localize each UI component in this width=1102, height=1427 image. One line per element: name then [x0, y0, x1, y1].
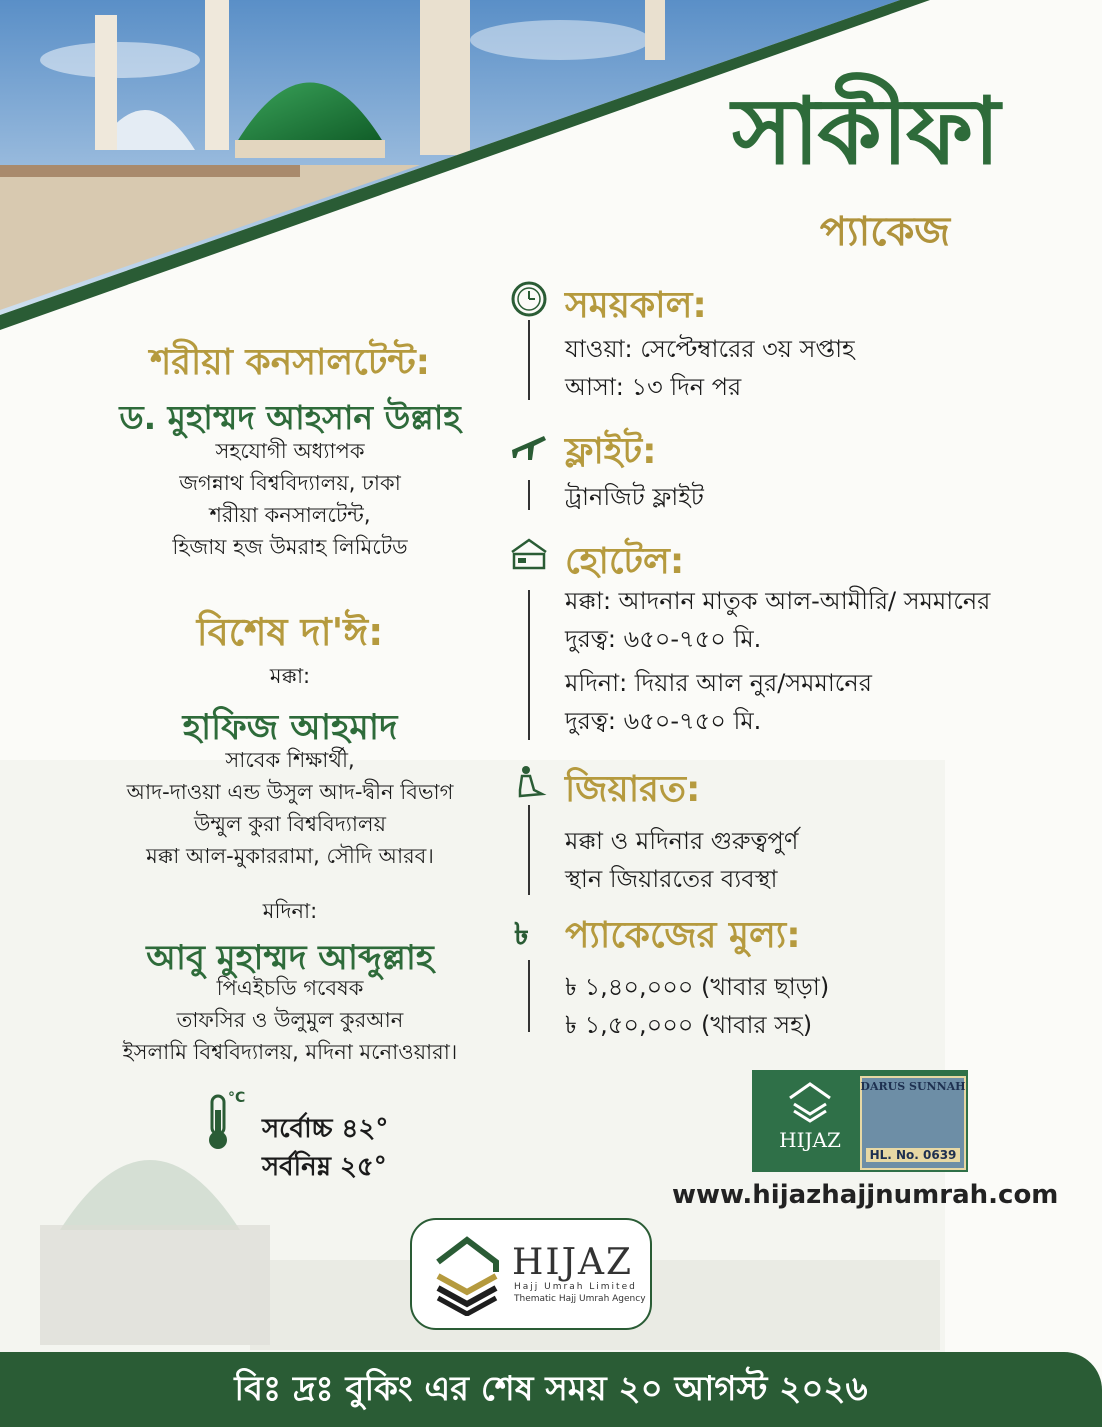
- clock-icon: [508, 278, 550, 320]
- flight-heading: ফ্লাইট:: [565, 431, 657, 472]
- makkah-line: সাবেক শিক্ষার্থী,: [225, 748, 355, 772]
- consultant-line: শরীয়া কনসালটেন্ট,: [209, 503, 371, 527]
- hotel-line: দুরত্ব: ৬৫০-৭৫০ মি.: [565, 625, 762, 653]
- makkah-line: আদ-দাওয়া এন্ড উসুল আদ-দ্বীন বিভাগ: [126, 780, 454, 804]
- temp-max: সর্বোচ্চ ৪২°: [262, 1114, 389, 1144]
- hotel-line: মক্কা: আদনান মাতুক আল-আমীরি/ সমমানের: [565, 587, 991, 615]
- price-line: ৳ ১,৫০,০০০ (খাবার সহ): [565, 1011, 813, 1039]
- hotel-heading: হোটেল:: [565, 541, 685, 582]
- celsius-unit: °C: [228, 1090, 246, 1106]
- hijaz-logo-icon: [430, 1232, 504, 1316]
- madinah-line: ইসলামি বিশ্ববিদ্যালয়, মদিনা মনোওয়ারা।: [122, 1040, 458, 1064]
- temp-min: সর্বনিম্ন ২৫°: [262, 1152, 387, 1182]
- hotel-line: দুরত্ব: ৬৫০-৭৫০ মি.: [565, 707, 762, 735]
- consultant-line: জগন্নাথ বিশ্ববিদ্যালয়, ঢাকা: [179, 471, 401, 495]
- special-dai-heading: বিশেষ দা'ঈ:: [196, 610, 384, 654]
- duration-line: যাওয়া: সেপ্টেম্বারের ৩য় সপ্তাহ: [565, 335, 855, 363]
- makkah-dai-name: হাফিজ আহমাদ: [182, 708, 398, 748]
- divider-line: [528, 480, 530, 510]
- divider-line: [528, 320, 530, 400]
- logo-line2: Thematic Hajj Umrah Agency: [514, 1294, 646, 1304]
- consultant-heading: শরীয়া কনসালটেন্ট:: [149, 342, 431, 383]
- consultant-line: হিজায হজ উমরাহ লিমিটেড: [172, 535, 408, 559]
- madinah-label: মদিনা:: [262, 899, 318, 923]
- logo-name: HIJAZ: [512, 1242, 634, 1283]
- hotel-bed-icon: [508, 534, 550, 576]
- madinah-line: তাফসির ও উলুমুল কুরআন: [176, 1008, 404, 1032]
- duration-heading: সময়কাল:: [565, 285, 707, 326]
- divider-line: [528, 805, 530, 895]
- hijaz-badge-logo-icon: [780, 1078, 840, 1124]
- badge-hijaz-text: HIJAZ: [779, 1128, 841, 1152]
- logo-line1: Hajj Umrah Limited: [514, 1282, 637, 1292]
- divider-line: [528, 590, 530, 740]
- package-title: সাকীফা: [731, 78, 999, 185]
- madinah-line: পিএইচডি গবেষক: [216, 976, 364, 1000]
- ziyarah-line: মক্কা ও মদিনার গুরুত্বপুর্ণ: [565, 827, 799, 855]
- website-link[interactable]: www.hijazhajjnumrah.com: [672, 1180, 1059, 1210]
- divider-line: [528, 960, 530, 1032]
- license-number: HL. No. 0639: [866, 1148, 960, 1162]
- madinah-dai-name: আবু মুহাম্মদ আব্দুল্লাহ: [146, 938, 434, 978]
- package-subtitle: প্যাকেজ: [819, 209, 951, 255]
- price-line: ৳ ১,৪০,০০০ (খাবার ছাড়া): [565, 973, 830, 1001]
- darus-sunnah-text: DARUS SUNNAH: [860, 1080, 966, 1093]
- ziyarah-heading: জিয়ারত:: [565, 769, 701, 810]
- flight-line: ট্রানজিট ফ্লাইট: [565, 483, 704, 511]
- price-heading: প্যাকেজের মুল্য:: [565, 915, 801, 956]
- taka-icon: ৳: [514, 917, 529, 952]
- makkah-label: মক্কা:: [269, 664, 311, 688]
- ziyarah-line: স্থান জিয়ারতের ব্যবস্থা: [565, 865, 778, 893]
- makkah-line: উম্মুল কুরা বিশ্ববিদ্যালয়: [194, 812, 386, 836]
- airplane-icon: [508, 424, 550, 466]
- duration-line: আসা: ১৩ দিন পর: [565, 373, 742, 401]
- booking-deadline-notice: বিঃ দ্রঃ বুকিং এর শেষ সময় ২০ আগস্ট ২০২৬: [234, 1369, 868, 1409]
- hotel-line: মদিনা: দিয়ার আল নুর/সমমানের: [565, 669, 872, 697]
- makkah-line: মক্কা আল-মুকাররামা, সৌদি আরব।: [146, 844, 434, 868]
- prayer-person-icon: [508, 762, 550, 804]
- consultant-line: সহযোগী অধ্যাপক: [215, 439, 365, 463]
- consultant-name: ড. মুহাম্মদ আহসান উল্লাহ: [119, 398, 461, 437]
